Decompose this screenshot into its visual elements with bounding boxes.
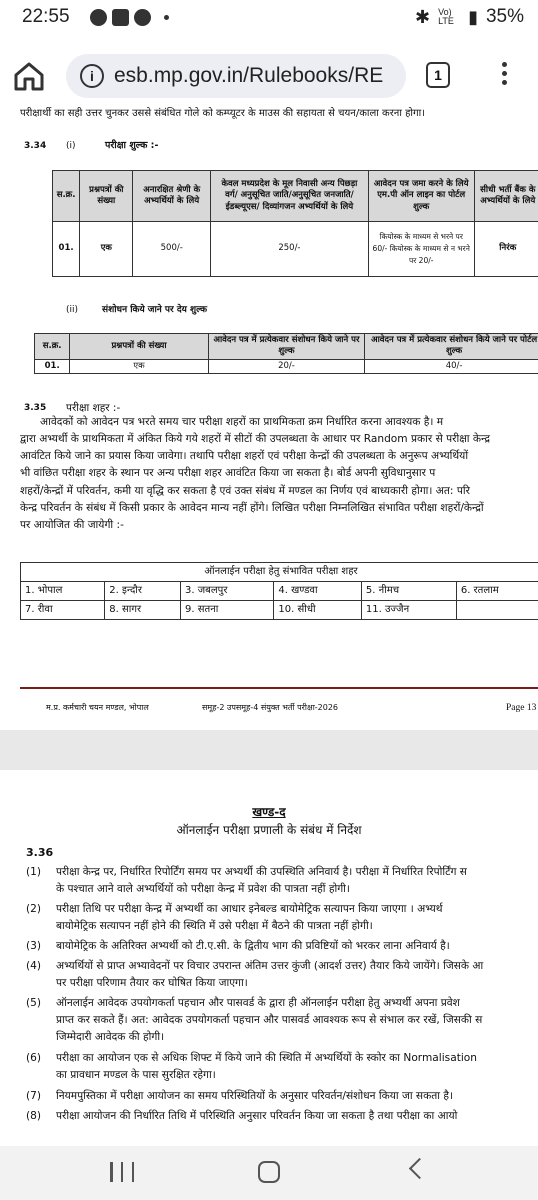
item-text: प्राप्त कर सकते हैं। अत: आवेदक उपयोगकर्ता पहचान और पासवर्ड आवश्यक रूप से संभाल कर रखें, जिसकी स (56, 1014, 483, 1027)
correction-header: प्रश्नपत्रों की संख्या (70, 334, 208, 360)
youtube-icon (112, 9, 129, 26)
battery-level: 35% (485, 6, 524, 27)
item-text: बायोमेट्रिक के अतिरिक्त अभ्यर्थी को टी.ए.सी. के द्वितीय भाग की प्रविष्टियों को भरकर लाना अनिवार्य है। (56, 940, 450, 952)
item-text: जिम्मेदारी आवेदक की होगी। (56, 1031, 165, 1044)
exam-city-table (20, 562, 538, 620)
fee-cell: 500/- (133, 222, 210, 277)
fee-cell: एक (80, 222, 133, 277)
pdf-page-13 (0, 110, 538, 730)
instruction-item (26, 995, 538, 1046)
city-cell: 1. भोपाल (21, 582, 105, 601)
city-cell: 6. रतलाम (456, 582, 538, 601)
menu-dot-icon (502, 62, 507, 67)
fee-header: स.क्र. (53, 171, 80, 222)
city-cell: 11. उज्जैन (361, 601, 456, 620)
item-text: अभ्यर्थियों से प्राप्त अभ्यावेदनों पर विचार उपरान्त अंतिम उत्तर कुंजी (आदर्श उत्तर) तैयार किये जायेंगे। जिसके आ (56, 960, 484, 972)
correction-cell: 40/- (365, 359, 538, 373)
item-text: पर परीक्षा परिणाम तैयार कर घोषित किया जाएगा। (56, 977, 248, 990)
status-bar (0, 0, 538, 36)
instruction-item (26, 1108, 538, 1125)
item-text: नियमपुस्तिका में परीक्षा आयोजन का समय परिस्थितियों के अनुसार परिवर्तन/संशोधन किया जा सकता है। (56, 1090, 454, 1102)
correction-cell: 01. (35, 359, 70, 373)
url-text: esb.mp.gov.in/Rulebooks/RE (114, 64, 384, 87)
item-number: (8) (26, 1110, 42, 1122)
para-line: शहरों/केन्द्रों में परिवर्तन, कमी या वृद्धि कर सकता है एवं उक्त संबंध में मण्डल का निर्णय एवं बाध्यकारी होगा। अत: परि (20, 484, 470, 497)
status-time: 22:55 (22, 6, 70, 27)
correction-header: आवेदन पत्र में प्रत्येकवार संशोधन किये जाने पर पोर्टल शुल्क (365, 334, 538, 360)
instruction-item (26, 1050, 538, 1084)
browser-toolbar (0, 36, 538, 110)
city-cell: 9. सतना (181, 601, 274, 620)
address-bar[interactable] (66, 54, 406, 98)
home-button[interactable] (12, 60, 48, 92)
item-text: परीक्षा तिथि पर परीक्षा केन्द्र में अभ्यर्थी का आधार इनेबल्ड बायोमेट्रिक सत्यापन किया जाएगा । अभ्यर्थ (56, 903, 443, 915)
whatsapp-icon (90, 9, 107, 26)
site-info-icon[interactable]: i (80, 64, 104, 88)
system-navigation-bar (0, 1146, 538, 1200)
signal-icon: ▮ (468, 6, 478, 27)
footer-left: म.प्र. कर्मचारी चयन मण्डल, भोपाल (46, 703, 149, 712)
fee-header: केवल मध्यप्रदेश के मूल निवासी अन्य पिछड़ा वर्ग/ अनुसूचित जाति/अनुसूचित जनजाति/ईडब्ल्यूएस/ दिव्यांगजन अभ्यर्थियों के लिये (210, 171, 368, 222)
city-cell: 3. जबलपुर (181, 582, 274, 601)
correction-header: आवेदन पत्र में प्रत्येकवार संशोधन किये जाने पर शुल्क (208, 334, 365, 360)
footer-divider (20, 687, 538, 689)
city-cell: 7. रीवा (21, 601, 105, 620)
tab-switcher-button[interactable]: 1 (426, 62, 450, 88)
message-icon (134, 9, 151, 26)
para-line: आवेदकों को आवेदन पत्र भरते समय चार परीक्षा शहरों का प्राथमिकता क्रम निर्धारित करना आवश्यक है। म (40, 416, 444, 428)
correction-fee-table (34, 333, 538, 374)
section-subheading: ऑनलाईन परीक्षा प्रणाली के संबंध में निर्देश (176, 823, 362, 837)
section-number: 3.36 (26, 846, 54, 859)
footer-center: समूह-2 उपसमूह-4 संयुक्त भर्ती परीक्षा-2026 (202, 703, 339, 712)
item-text: ऑनलाईन आवेदक उपयोगकर्ता पहचान और पासवर्ड के द्वारा ही ऑनलाईन परीक्षा हेतु अभ्यर्थी अपना प्रवेश (56, 997, 460, 1009)
item-text: परीक्षा केन्द्र पर, निर्धारित रिपोर्टिंग समय पर अभ्यर्थी की उपस्थिति अनिवार्य है। परीक्षा में निर्धारित रिपोर्टिंग स (56, 866, 467, 878)
recents-icon (110, 1162, 113, 1182)
fee-cell: 250/- (210, 222, 368, 277)
bluetooth-icon: ✱ (414, 6, 431, 27)
para-line: आवंटित किये जाने का प्रयास किया जावेगा। तथापि परीक्षा शहरों एवं परीक्षा केन्द्रों की उपलब्धता के अनुरूप अभ्यर्थियों (20, 450, 469, 463)
item-number: (6) (26, 1052, 42, 1064)
item-number: (3) (26, 940, 42, 952)
item-text: के पश्चात आने वाले अभ्यर्थियों को परीक्षा केन्द्र में प्रवेश की पात्रता नहीं होगी। (56, 883, 350, 896)
correction-cell: 20/- (208, 359, 365, 373)
city-title: परीक्षा शहर :- (66, 402, 121, 414)
city-cell: 8. सागर (105, 601, 181, 620)
fee-header: आवेदन पत्र जमा करने के लिये एम.पी ऑन लाइन का पोर्टल शुल्क (368, 171, 474, 222)
item-number: (5) (26, 997, 42, 1009)
city-cell: 5. नीमच (361, 582, 456, 601)
fee-cell: निरंक (474, 222, 538, 277)
correction-title: संशोधन किये जाने पर देय शुल्क (102, 305, 208, 315)
para-line: पर आयोजित की जायेगी :- (20, 518, 124, 531)
cut-off-line: परीक्षार्थी का सही उत्तर चुनकर उससे संबंधित गोले को कम्प्यूटर के माउस की सहायता से चयन/काला करना होगा। (20, 108, 426, 119)
fee-cell: कियोस्क के माध्यम से भरने पर 60/- कियोस्क के माध्यम से न भरने पर 20/- (368, 222, 474, 277)
para-line: केन्द्र परिवर्तन के संबंध में किसी प्रकार के आवेदन मान्य नहीं होंगे। लिखित परीक्षा निम्नलिखित संभावित परीक्षा शहरों/केन्द्रों (20, 501, 484, 514)
sub-number: (i) (66, 141, 76, 151)
city-cell (456, 601, 538, 620)
section-heading: खण्ड-द (252, 805, 286, 819)
instruction-item (26, 958, 538, 992)
back-button[interactable] (409, 1158, 430, 1179)
notification-icons (90, 9, 169, 26)
page-separator (0, 730, 538, 770)
item-number: (7) (26, 1090, 42, 1102)
para-line: द्वारा अभ्यर्थी के प्राथमिकता में अंकित किये गये शहरों में सीटों की उपलब्धता के आधार पर Random प्रकार से परीक्षा केन्द्र (20, 433, 490, 446)
fee-header: अनारक्षित श्रेणी के अभ्यर्थियों के लिये (133, 171, 210, 222)
item-number: (2) (26, 903, 42, 915)
section-number: 3.34 (24, 141, 47, 151)
section-number: 3.35 (24, 403, 47, 413)
fee-header: सीधी भर्ती बैंक के अभ्यर्थियों के लिये (474, 171, 538, 222)
item-text: का प्रावधान मण्डल के पास सुरक्षित रहेगा। (56, 1069, 216, 1082)
pdf-page-14 (0, 770, 538, 1140)
fee-cell: 01. (53, 222, 80, 277)
fee-table (52, 170, 538, 277)
more-notifications-icon (164, 15, 169, 20)
footer-page-number: Page 13 (506, 703, 537, 713)
item-text: बायोमेट्रिक सत्यापन नहीं होने की स्थिति में उसे परीक्षा में बैठने की पात्रता नहीं होगी। (56, 920, 373, 933)
instruction-item (26, 1088, 538, 1105)
sub-number: (ii) (66, 305, 79, 315)
instruction-item (26, 938, 538, 955)
item-text: परीक्षा आयोजन की निर्धारित तिथि में परिस्थिति अनुसार परिवर्तन किया जा सकता है तथा परीक्षा का आयो (56, 1110, 458, 1122)
home-nav-button[interactable] (258, 1161, 280, 1183)
city-cell: 10. सीधी (274, 601, 361, 620)
overflow-menu-button[interactable] (497, 58, 511, 90)
item-number: (4) (26, 960, 42, 972)
city-cell: 2. इन्दौर (105, 582, 181, 601)
item-number: (1) (26, 866, 42, 878)
home-icon (12, 60, 46, 92)
city-cell: 4. खण्डवा (274, 582, 361, 601)
instruction-item (26, 864, 538, 898)
item-text: परीक्षा का आयोजन एक से अधिक शिफ्ट में किये जाने की स्थिति में अभ्यर्थियों के स्कोर का Normalisation (56, 1052, 477, 1064)
correction-cell: एक (70, 359, 208, 373)
correction-header: स.क्र. (35, 334, 70, 360)
fee-header: प्रश्नपत्रों की संख्या (80, 171, 133, 222)
status-right (415, 6, 524, 28)
instruction-item (26, 901, 538, 935)
para-line: भी वांछित परीक्षा शहर के स्थान पर अन्य परीक्षा शहर आवंटित किया जा सकता है। बोर्ड अपनी सुविधानुसार प (20, 467, 436, 480)
signal-label: Vo) LTE (438, 7, 454, 26)
recents-button[interactable] (110, 1162, 134, 1182)
fee-title: परीक्षा शुल्क :- (105, 140, 159, 151)
city-table-title: ऑनलाईन परीक्षा हेतु संभावित परीक्षा शहर (21, 563, 538, 582)
city-paragraph (20, 414, 538, 534)
